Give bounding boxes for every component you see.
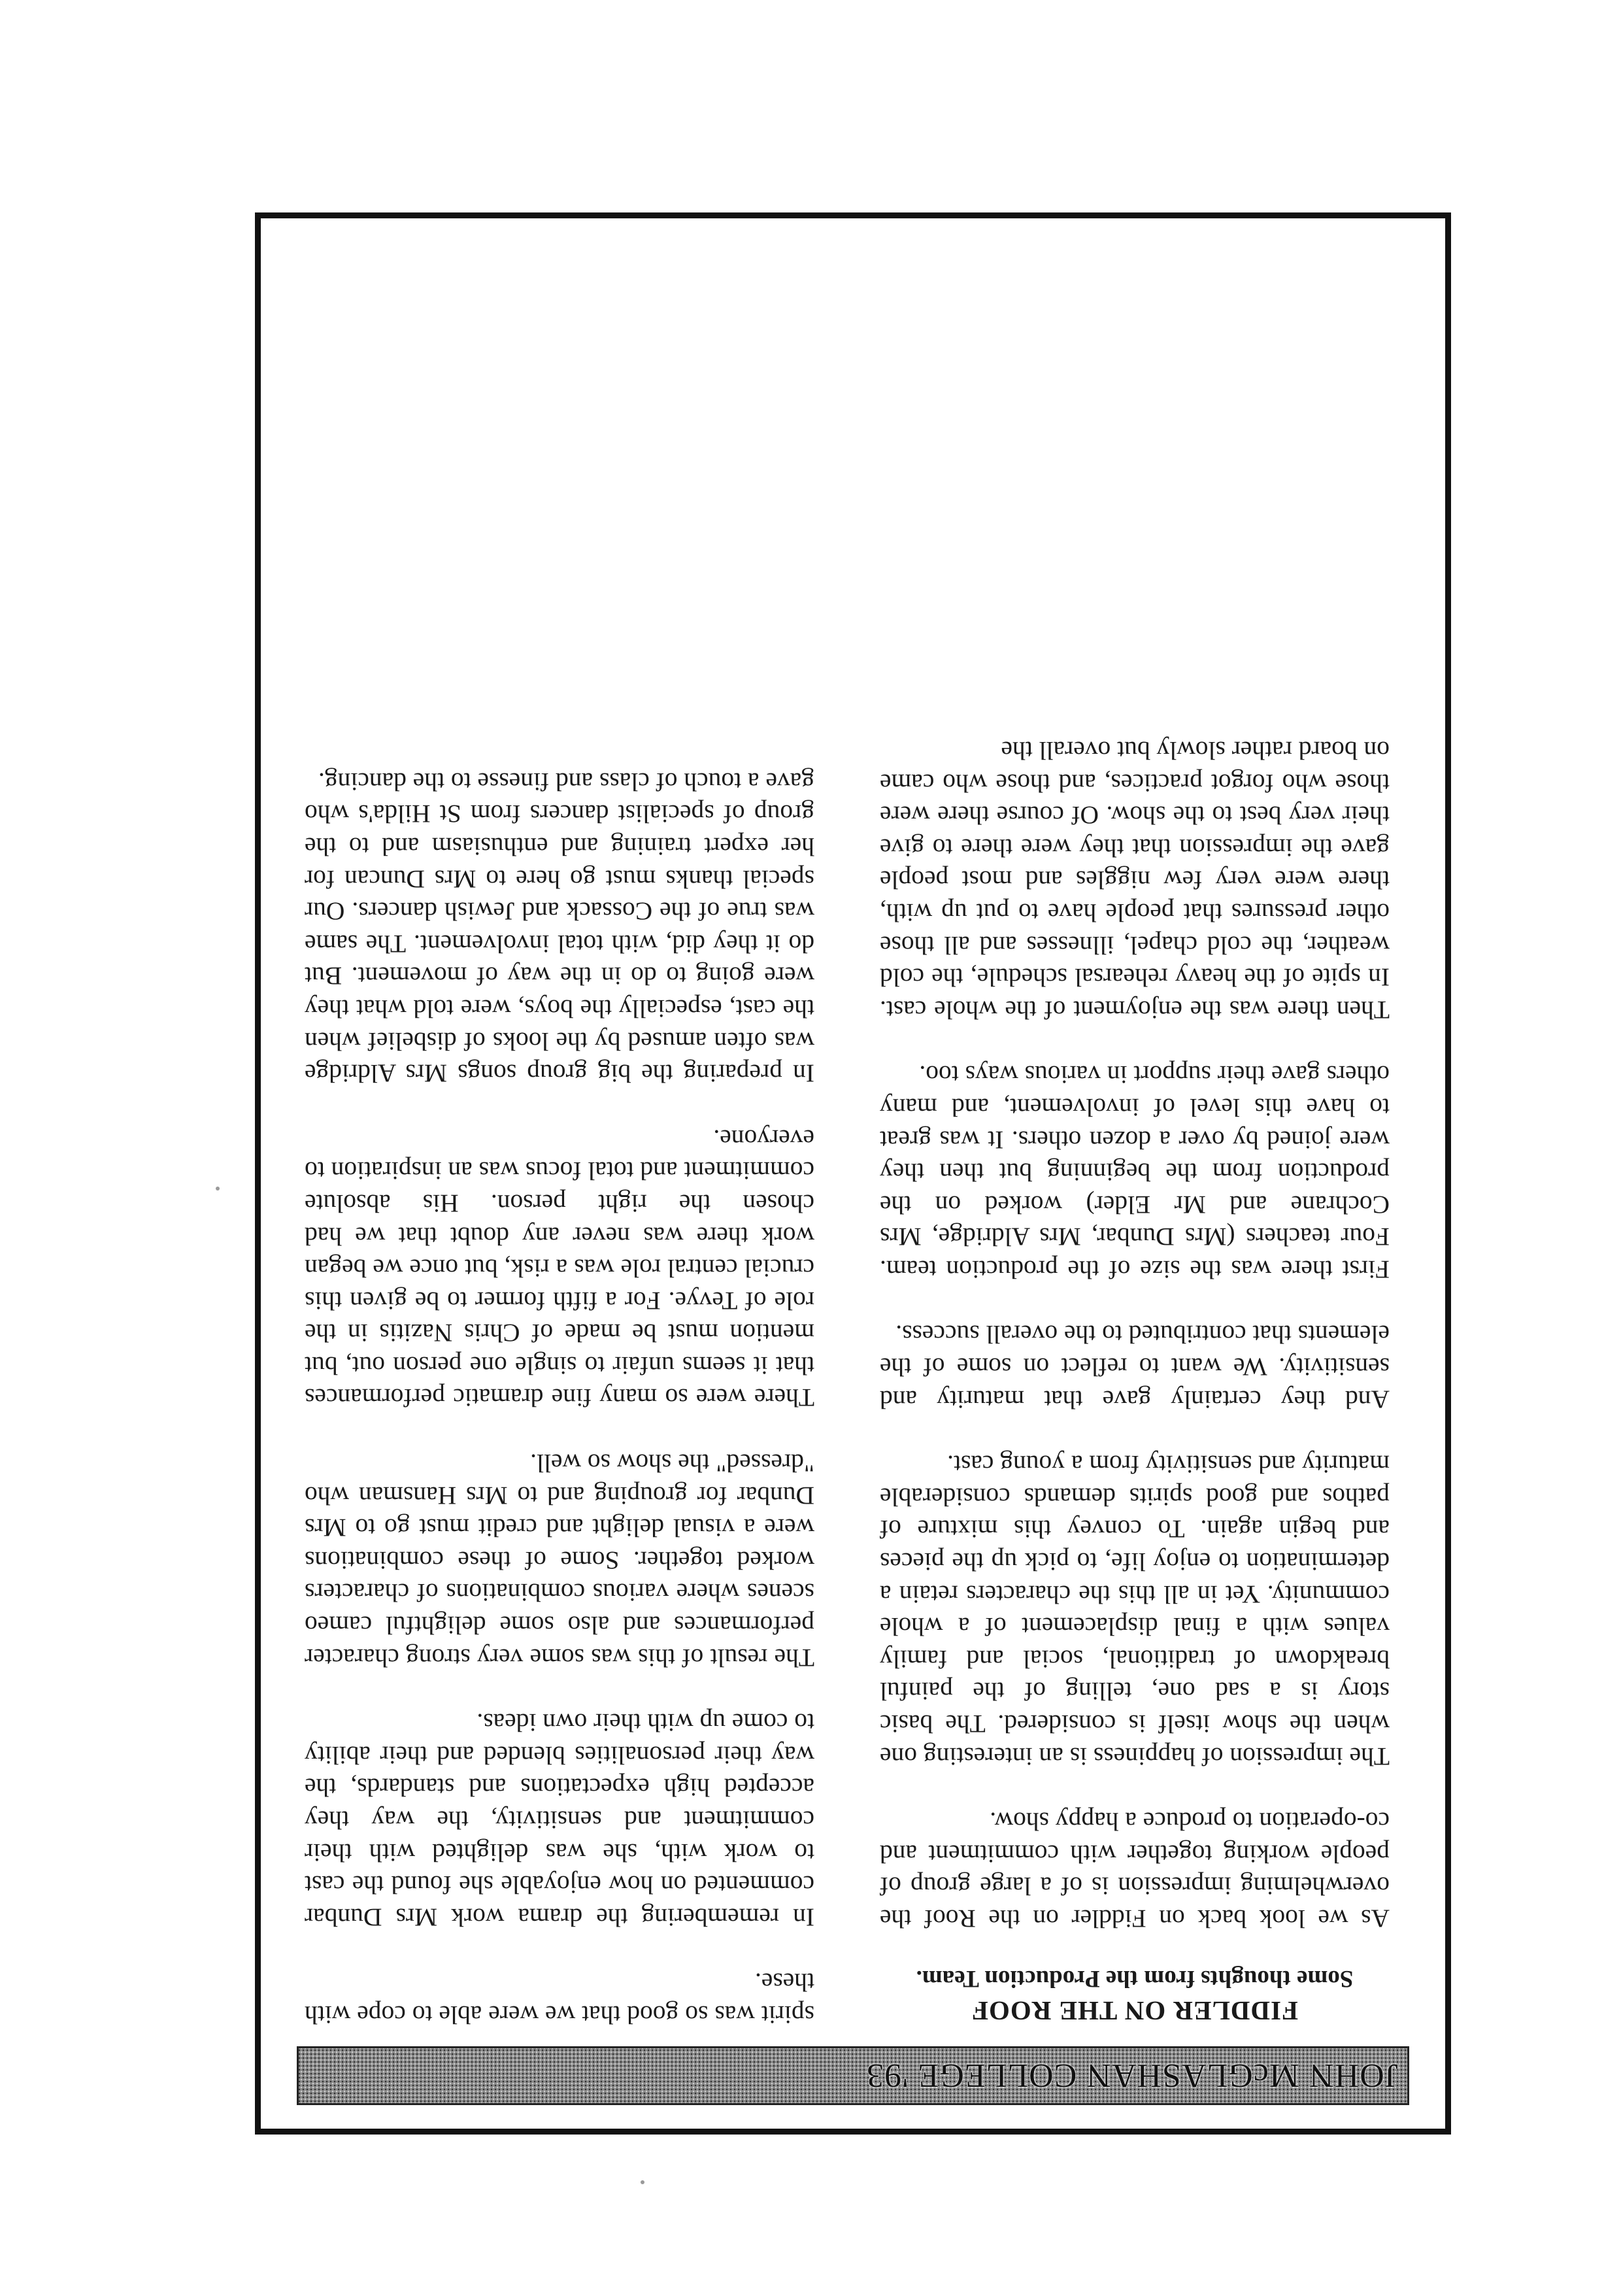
paragraph: The result of this was some very strong character performances and also some delightful cameo scenes where various combinations of characters worked together. Some of these combinations were a visual delight and credit must go to Mrs Dunbar for grouping and to Mrs Hansman who "dressed" the show so well. [305,1449,814,1672]
paragraph: And they certainly gave that maturity and sensitivity. We want to reflect on some of the elements that contributed to the overall success. [880,1320,1390,1414]
right-column [305,732,814,2031]
paragraph: Then there was the enjoyment of the whole cast. In spite of the heavy rehearsal schedule, the cold weather, the cold chapel, illnesses and all those other pressures that people have to put up with, there were very few niggles and most people gave the impression that they were there to give their very best to the show. Of course there were those who forgot practices, and those who came on board rather slowly but overall the [880,736,1390,1024]
masthead-banner [297,2046,1409,2105]
article-title: FIDDLER ON THE ROOF [971,1996,1299,2026]
masthead-title: JOHN McGLASHAN COLLEGE '93 [866,2057,1398,2095]
paragraph: spirit was so good that we were able to cope with these. [305,1968,814,2029]
paragraph: In remembering the drama work Mrs Dunbar commented on how enjoyable she found the cast to work with, she was delighted with their commitment and sensitivity, the way they accepted high expectations and standards, the way their personalities blended and their ability to come up with their own ideas. [305,1708,814,1932]
paragraph: There were so many fine dramatic performances that it seems unfair to single one person out, but mention must be made of Chris Nazitis in the role of Tevye. For a fifth former to be given this crucial central role was a risk, but once we began work there was never any doubt that we had chosen the right person. His absolute commitment and total focus was an inspiration to everyone. [305,1124,814,1413]
article-subtitle: Some thoughts from the Production Team. [916,1965,1354,1992]
paragraph: As we look back on Fiddler on the Roof the overwhelming impression is of a large group of people working together with commitment and co-operation to produce a happy show. [880,1807,1390,1933]
newsletter-page-frame [255,212,1451,2135]
left-column [880,701,1390,2031]
paragraph: First there was the size of the production team. Four teachers (Mrs Dunbar, Mrs Aldridge, Mrs Cochrane and Mr Elder) worked on the production from the beginning but then they were joined by over a dozen others. It was great to have this level of involvement, and many others gave their support in various ways too. [880,1060,1390,1284]
paragraph: The impression of happiness is an interesting one when the show itself is considered. The basic story is a sad one, telling of the painful breakdown of traditional, social and family values with a final displacement of a whole community. Yet in all this the characters retain a determination to enjoy life, to pick up the pieces and begin again. To convey this mixture of pathos and good spirits demands considerable maturity and sensitivity from a young cast. [880,1450,1390,1771]
scan-speck [216,1187,220,1190]
paragraph: In preparing the big group songs Mrs Aldridge was often amused by the looks of disbelief when the cast, especially the boys, were told what they were going to do in the way of movement. But do it they did, with total involvement. The same was true of the Cossack and Jewish dancers. Our special thanks must go here to Mrs Duncan for her expert training and enthusiasm and to the group of specialist dancers from St Hilda's who gave a touch of class and finesse to the dancing. [305,767,814,1089]
scan-speck [641,2180,644,2184]
